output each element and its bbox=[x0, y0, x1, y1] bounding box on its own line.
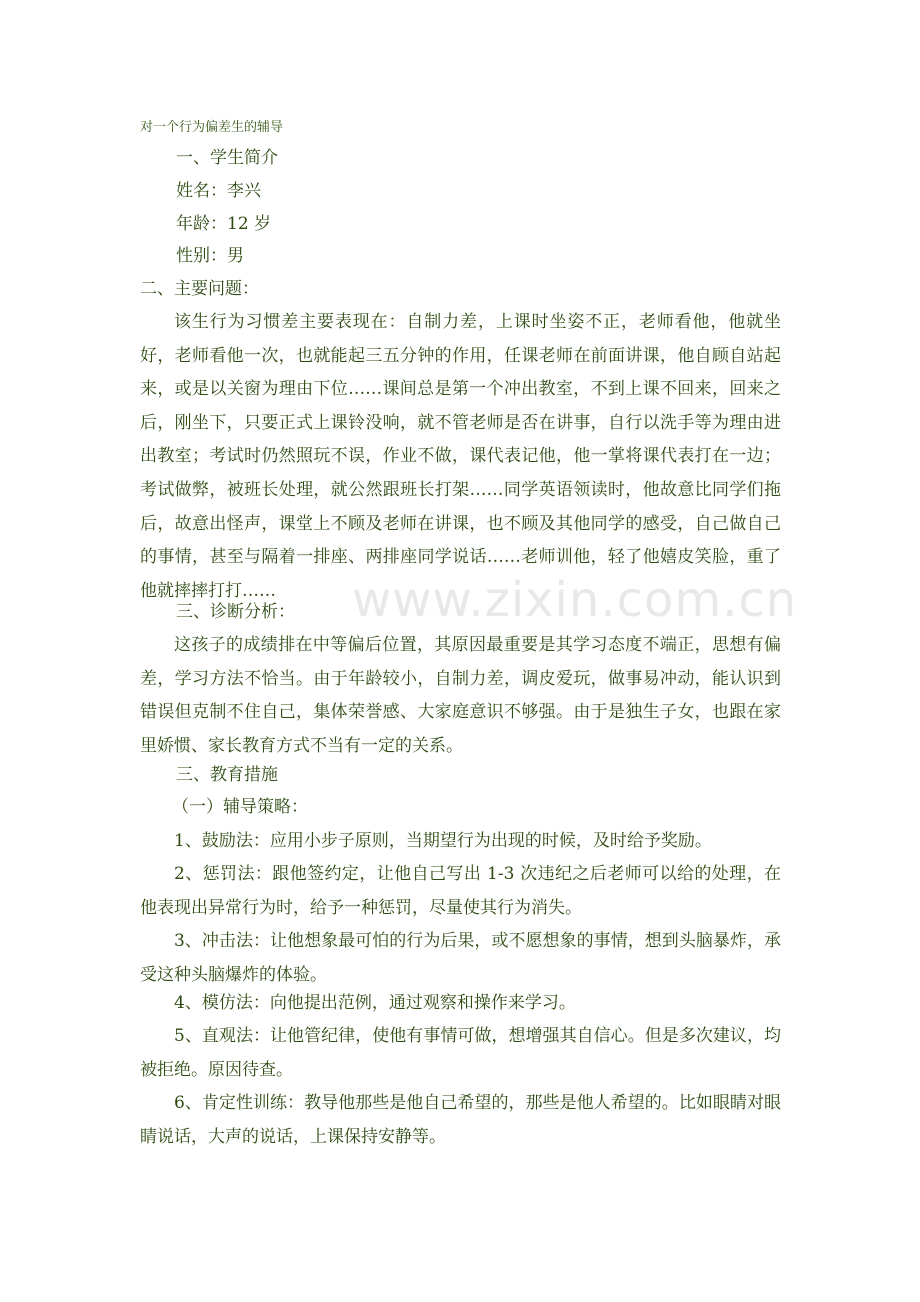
strategy-item-6: 6、肯定性训练：教导他那些是他自己希望的，那些是他人希望的。比如眼睛对眼睛说话，大声的说话，上课保持安静等。 bbox=[140, 1093, 781, 1147]
strategy-item-1: 1、鼓励法：应用小步子原则，当期望行为出现的时候，及时给予奖励。 bbox=[174, 831, 712, 851]
strategy-item-2: 2、惩罚法：跟他签约定，让他自己写出 1-3 次违纪之后老师可以给的处理，在他表现出异常行为时，给予一种惩罚，尽量使其行为消失。 bbox=[140, 864, 781, 918]
section-heading-diagnosis: 三、诊断分析： bbox=[176, 602, 295, 622]
section-heading-main-problems: 二、主要问题： bbox=[140, 279, 259, 299]
diagnosis-paragraph: 这孩子的成绩排在中等偏后位置，其原因最重要是其学习态度不端正，思想有偏差，学习方法不恰当。由于年龄较小，自制力差，调皮爱玩，做事易冲动，能认识到错误但克制不住自己，集体荣誉感、大家庭意识不够强。由于是独生子女，也跟在家里娇惯、家长教育方式不当有一定的关系。 bbox=[140, 635, 781, 756]
document-title: 对一个行为偏差生的辅导 bbox=[140, 120, 284, 135]
student-name: 姓名：李兴 bbox=[176, 181, 261, 201]
strategy-item-3: 3、冲击法：让他想象最可怕的行为后果，或不愿想象的事情，想到头脑暴炸，承受这种头脑爆炸的体验。 bbox=[140, 931, 781, 985]
watermark: www.zixin.com.cn bbox=[352, 572, 798, 628]
student-age: 年龄：12 岁 bbox=[176, 214, 272, 234]
section-heading-measures: 三、教育措施 bbox=[176, 765, 278, 785]
strategy-item-4: 4、模仿法：向他提出范例，通过观察和操作来学习。 bbox=[174, 993, 576, 1013]
strategy-item-5: 5、直观法：让他管纪律，使他有事情可做，想增强其自信心。但是多次建议，均被拒绝。原因待查。 bbox=[140, 1026, 781, 1080]
main-problems-paragraph: 该生行为习惯差主要表现在：自制力差，上课时坐姿不正，老师看他，他就坐好，老师看他一次，也就能起三五分钟的作用，任课老师在前面讲课，他自顾自站起来，或是以关窗为理由下位……课间总是第一个冲出教室，不到上课不回来，回来之后，刚坐下，只要正式上课铃没响，就不管老师是否在讲事，自行以洗手等为理由进出教室；考试时仍然照玩不误，作业不做，课代表记他，他一掌将课代表打在一边；考试做弊，被班长处理，就公然跟班长打架……同学英语领读时，他故意比同学们拖后，故意出怪声，课堂上不顾及老师在讲课，也不顾及其他同学的感受，自己做自己的事情，甚至与隔着一排座、两排座同学说话……老师训他，轻了他嬉皮笑脸，重了他就摔摔打打…… bbox=[140, 312, 781, 601]
subsection-heading-strategies: （一）辅导策略： bbox=[172, 797, 308, 817]
section-heading-student-profile: 一、学生简介 bbox=[176, 148, 278, 168]
student-gender: 性别：男 bbox=[176, 246, 244, 266]
